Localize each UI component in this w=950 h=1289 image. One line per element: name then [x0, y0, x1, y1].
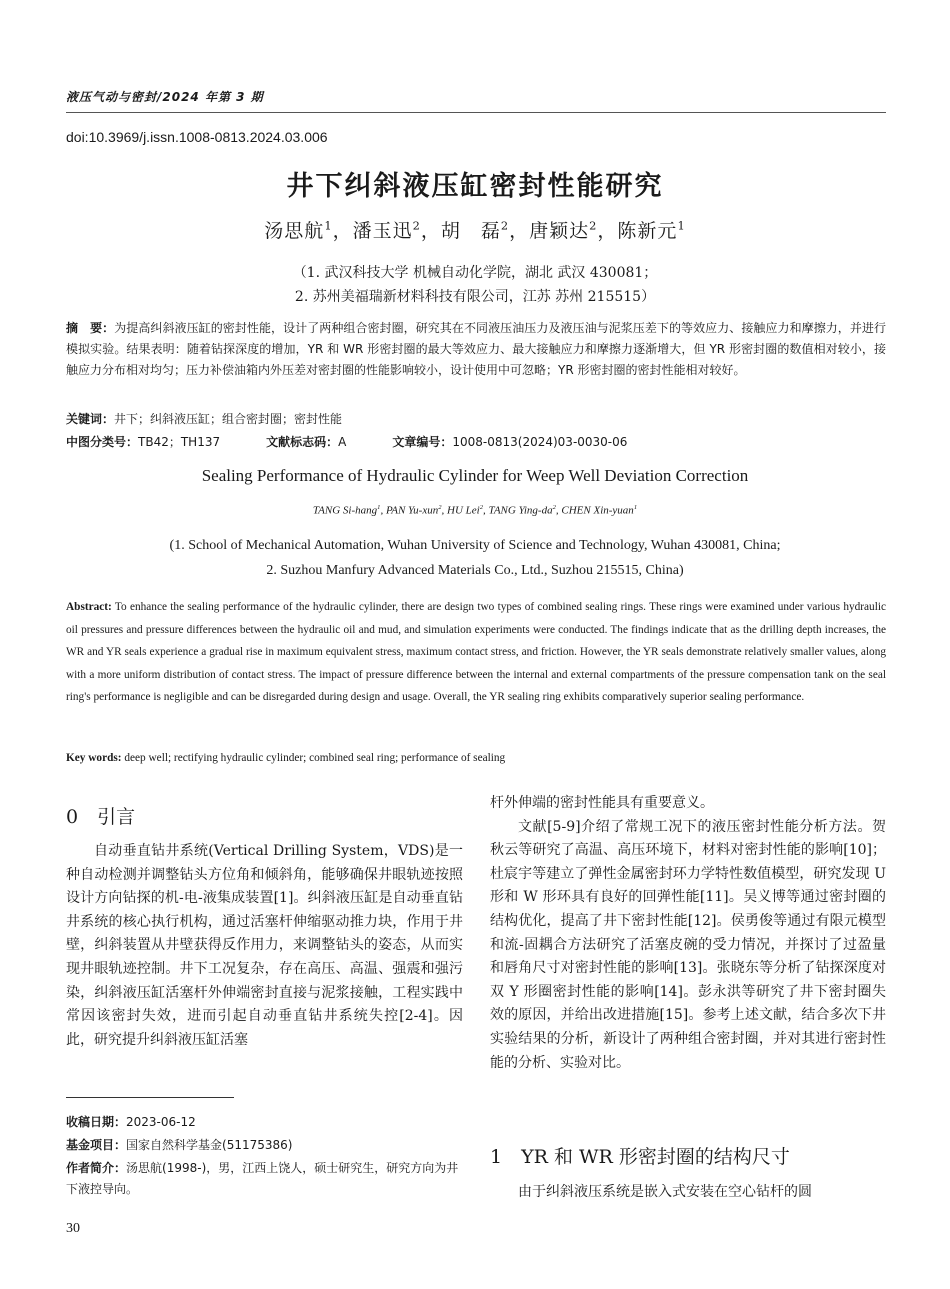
footnote-text: 国家自然科学基金(51175386) — [126, 1138, 293, 1152]
author-aff-sup: 1 — [324, 218, 333, 233]
author-aff-sup: 1 — [633, 504, 638, 511]
article-no-value: 1008-0813(2024)03-0030-06 — [452, 435, 628, 449]
author-aff-sup: 2 — [438, 504, 442, 511]
author-aff-sup: 1 — [377, 504, 381, 511]
keywords-cn-text: 井下；纠斜液压缸；组合密封圈；密封性能 — [114, 412, 343, 426]
author-aff-sup: 2 — [552, 504, 556, 511]
paper-title-en: Sealing Performance of Hydraulic Cylinder for Weep Well Deviation Correction — [201, 466, 749, 485]
author-en: TANG Ying-da — [488, 504, 553, 517]
section-1-para-1: 由于纠斜液压系统是嵌入式安装在空心钻杆的圆 — [518, 1184, 812, 1200]
footnote-label: 收稿日期： — [66, 1115, 127, 1129]
affiliation-en-2: 2. Suzhou Manfury Advanced Materials Co., Ltd., Suzhou 215515, China) — [266, 563, 684, 578]
author-cn: 汤思航 — [264, 220, 325, 242]
affiliation-cn-1: （1. 武汉科技大学 机械自动化学院，湖北 武汉 430081； — [292, 265, 658, 281]
page-number: 30 — [66, 1221, 80, 1236]
doc-code-value: A — [338, 435, 347, 449]
footnote-received — [66, 1112, 466, 1133]
keywords-cn-label: 关键词： — [66, 412, 115, 426]
header-rule — [66, 112, 886, 113]
classification-line — [66, 433, 627, 450]
author-aff-sup: 1 — [677, 218, 686, 233]
footnote-label: 作者简介： — [66, 1161, 127, 1175]
abstract-cn — [66, 318, 886, 381]
keywords-en-text: deep well; rectifying hydraulic cylinder; combined seal ring; performance of sealing — [121, 752, 506, 764]
author-cn: 胡 磊 — [440, 220, 501, 242]
author-cn: 陈新元 — [617, 220, 678, 242]
abstract-en — [66, 596, 886, 709]
affiliation-en-1: (1. School of Mechanical Automation, Wuhan University of Science and Technology, Wuhan 430081, China; — [169, 538, 781, 553]
paper-title-cn: 井下纠斜液压缸密封性能研究 — [286, 171, 664, 202]
author-cn: 唐颖达 — [529, 220, 590, 242]
author-en: TANG Si-hang — [312, 504, 378, 517]
doi[interactable]: doi:10.3969/j.issn.1008-0813.2024.03.006 — [66, 129, 328, 145]
section-1-body — [490, 1181, 886, 1205]
section-0-para-2: 文献[5-9]介绍了常规工况下的液压密封性能分析方法。贺秋云等研究了高温、高压环境下，材料对密封性能的影响[10]；杜宸宇等建立了弹性金属密封环力学特性数值模型，研究发现 U 形和 W 形环具有良好的回弹性能[11]。吴义博等通过密封圈的结构优化，提高了井下密封性能[12]。侯勇俊等通过有限元模型和流-固耦合方法研究了活塞皮碗的受力情况，并探讨了过盈量和唇角尺寸对密封性能的影响[13]。张晓东等分析了钻探深度对双 Y 形圈密封性能的影响[14]。彭永洪等研究了井下密封圈失效的原因，并给出改进措施[15]。参考上述文献，结合多次下井实验结果的分析，新设计了两种组合密封圈，并对其进行密封性能的分析、实验对比。 — [490, 818, 886, 1071]
article-no-label: 文章编号： — [392, 435, 453, 449]
author-en: CHEN Xin-yuan — [561, 504, 634, 517]
abstract-cn-label: 摘 要： — [66, 321, 115, 335]
authors-cn: 汤思航$^1$，潘玉迅$^2$，胡 磊$^2$，唐颖达$^2$，陈新元$^1$ — [264, 218, 686, 242]
section-0-para-1: 自动垂直钻井系统(Vertical Drilling System，VDS)是一种自动检测并调整钻头方位角和倾斜角，能够确保井眼轨迹按照设计方向钻探的机-电-液集成装置[1]。纠斜液压缸是自动垂直钻井系统的核心执行机构，通过活塞杆伸缩驱动推力块，作用于井壁，纠斜装置从井壁获得反作用力，来调整钻头的姿态，从而实现井眼轨迹控制。井下工况复杂，存在高压、高温、强震和强污染，纠斜液压缸活塞杆外伸端密封直接与泥浆接触，工程实践中常因该密封失效，进而引起自动垂直钻井系统失控[2-4]。因此，研究提升纠斜液压缸活塞 — [66, 843, 463, 1048]
footnote-fund — [66, 1135, 466, 1156]
footnote-text: 2023-06-12 — [126, 1115, 196, 1129]
affiliation-cn-2: 2. 苏州美福瑞新材料科技有限公司，江苏 苏州 215515） — [294, 289, 656, 305]
clc-value: TB42；TH137 — [138, 435, 221, 449]
footnote-label: 基金项目： — [66, 1138, 127, 1152]
section-1-heading: 1 YR 和 WR 形密封圈的结构尺寸 — [490, 1146, 790, 1168]
keywords-en — [66, 752, 505, 764]
section-0-heading: 0 引言 — [66, 806, 136, 828]
journal-header: 液压气动与密封/2024 年第 3 期 — [66, 90, 264, 104]
abstract-en-text: To enhance the sealing performance of the hydraulic cylinder, there are design two types of combined sealing rings. These rings were examined under various hydraulic oil pressures and pressure differences between the hydraulic oil and mud, and simulation experiments were conducted. The findings indicate that as the drilling depth increases, the WR and YR seals experience a gradual rise in maximum equivalent stress, maximum contact stress, and friction. However, the YR seals demonstrate relatively smaller values, along with a more uniform distribution of contact stress. The impact of pressure difference between the internal and external compartments of the pressure compensation tank on the seal ring's performance is negligible and can be disregarded during design and usage. Overall, the YR sealing ring exhibits comparatively superior sealing performance. — [66, 601, 886, 703]
author-en: PAN Yu-xun — [385, 504, 439, 517]
author-en: HU Lei — [447, 504, 480, 517]
keywords-cn — [66, 410, 342, 427]
right-column — [490, 792, 886, 1075]
author-aff-sup: 2 — [589, 218, 598, 233]
keywords-en-label: Key words: — [66, 752, 122, 764]
author-aff-sup: 2 — [500, 218, 510, 233]
footnote-author — [66, 1158, 466, 1200]
author-aff-sup: 2 — [479, 504, 484, 511]
doc-code-label: 文献标志码： — [266, 435, 339, 449]
abstract-en-label: Abstract: — [66, 601, 112, 613]
footnote-text: 汤思航(1998-)，男，江西上饶人，硕士研究生，研究方向为井下液控导向。 — [66, 1161, 459, 1196]
author-cn: 潘玉迅 — [352, 220, 413, 242]
footnote-rule — [66, 1097, 234, 1098]
authors-en: TANG Si-hang$^1$, PAN Yu-xun$^2$, HU Lei$^2$, TANG Ying-$da^2$, CHEN Xin-yuan$^1$ — [312, 504, 638, 517]
left-column — [66, 840, 463, 1052]
author-aff-sup: 2 — [412, 218, 421, 233]
clc-label: 中图分类号： — [66, 435, 139, 449]
section-0-continuation: 杆外伸端的密封性能具有重要意义。 — [490, 795, 714, 811]
abstract-cn-text: 为提高纠斜液压缸的密封性能，设计了两种组合密封圈，研究其在不同液压油压力及液压油与泥浆压差下的等效应力、接触应力和摩擦力，并进行模拟实验。结果表明：随着钻探深度的增加，YR 和 WR 形密封圈的最大等效应力、最大接触应力和摩擦力逐渐增大，但 YR 形密封圈的数值相对较小，接触应力分布相对均匀；压力补偿油箱内外压差对密封圈的性能影响较小，设计使用中可忽略；YR 形密封圈的密封性能相对较好。 — [66, 321, 886, 377]
